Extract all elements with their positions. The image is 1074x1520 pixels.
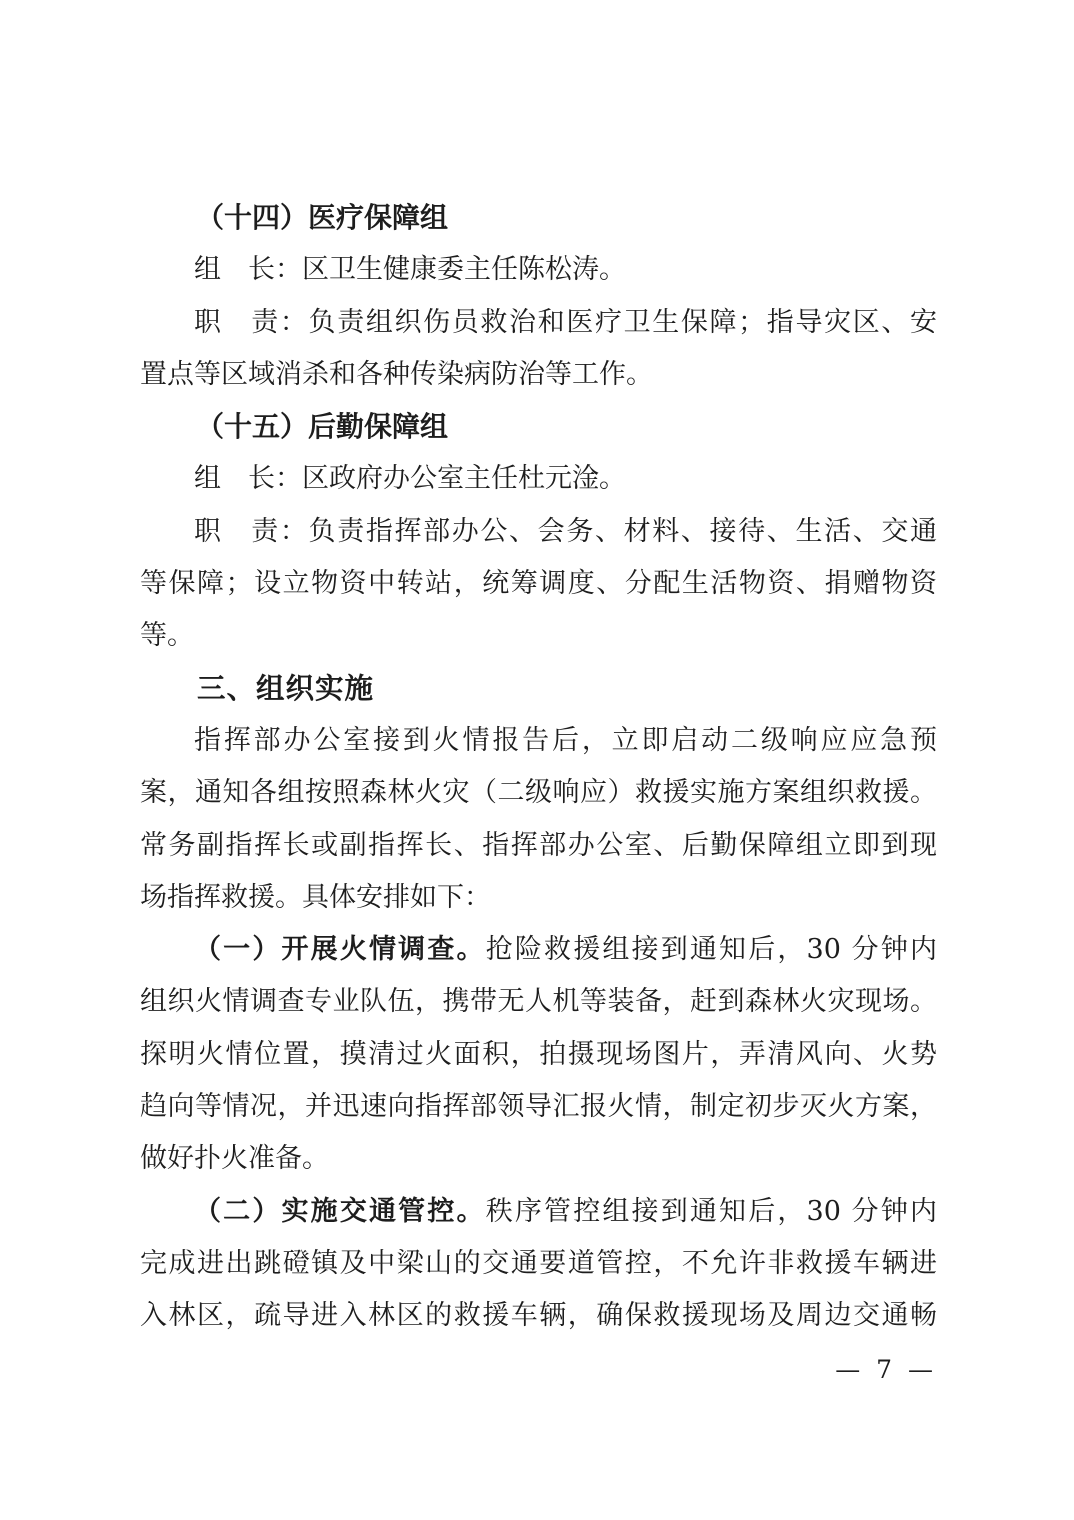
paragraph-line <box>140 1029 937 1081</box>
text-segment: 趋向等情况，并迅速向指挥部领导汇报火情，制定初步灭火方案， <box>140 1091 937 1123</box>
paragraph-line <box>140 244 937 296</box>
text-segment: 抢险救援组接到通知后，30 分钟内 <box>485 934 937 966</box>
heading-group-14 <box>140 192 937 244</box>
paragraph-line <box>140 820 937 872</box>
text-segment: 探明火情位置，摸清过火面积，拍摄现场图片，弄清风向、火势 <box>140 1038 937 1070</box>
text-segment-bold: （十四）医疗保障组 <box>196 201 449 234</box>
text-segment: 职 责：负责组织伤员救治和医疗卫生保障；指导灾区、安 <box>194 306 937 338</box>
paragraph-line <box>140 872 937 924</box>
text-segment-bold: （一）开展火情调查。 <box>194 934 486 966</box>
paragraph-line <box>140 506 937 558</box>
text-segment-bold: 三、组织实施 <box>197 671 375 705</box>
text-segment: 职 责：负责指挥部办公、会务、材料、接待、生活、交通 <box>194 515 937 547</box>
paragraph-line <box>140 610 937 662</box>
paragraph-line <box>140 558 937 610</box>
text-segment: 置点等区域消杀和各种传染病防治等工作。 <box>140 358 653 390</box>
text-segment: 等。 <box>140 620 194 652</box>
paragraph-line <box>140 1238 937 1290</box>
paragraph-line <box>140 297 937 349</box>
paragraph-line-item-1 <box>140 924 937 976</box>
paragraph-line-item-2 <box>140 1186 937 1238</box>
text-segment: 组织火情调查专业队伍，携带无人机等装备，赶到森林火灾现场。 <box>140 986 937 1018</box>
text-segment: 入林区，疏导进入林区的救援车辆，确保救援现场及周边交通畅 <box>140 1300 937 1332</box>
text-segment-bold: （二）实施交通管控。 <box>194 1195 486 1227</box>
heading-section-3 <box>140 663 937 715</box>
paragraph-line <box>140 453 937 505</box>
paragraph-line <box>140 1081 937 1133</box>
text-segment: 指挥部办公室接到火情报告后，立即启动二级响应应急预 <box>194 724 937 756</box>
text-segment: 组 长：区卫生健康委主任陈松涛。 <box>194 254 626 286</box>
text-segment: 完成进出跳磴镇及中梁山的交通要道管控，不允许非救援车辆进 <box>140 1247 937 1279</box>
paragraph-line <box>140 767 937 819</box>
text-segment: 组 长：区政府办公室主任杜元淦。 <box>194 463 626 495</box>
paragraph-line <box>140 1133 937 1185</box>
text-segment: 等保障；设立物资中转站，统筹调度、分配生活物资、捐赠物资 <box>140 568 937 600</box>
paragraph-line <box>140 715 937 767</box>
paragraph-line <box>140 976 937 1028</box>
text-segment: 常务副指挥长或副指挥长、指挥部办公室、后勤保障组立即到现 <box>140 829 937 861</box>
text-segment: 案，通知各组按照森林火灾（二级响应）救援实施方案组织救援。 <box>140 777 937 809</box>
text-segment: 做好扑火准备。 <box>140 1143 329 1175</box>
text-segment: 秩序管控组接到通知后，30 分钟内 <box>485 1195 937 1227</box>
heading-group-15 <box>140 401 937 453</box>
paragraph-line <box>140 349 937 401</box>
text-segment: 场指挥救援。具体安排如下： <box>140 881 491 913</box>
paragraph-line <box>140 1290 937 1342</box>
text-segment-bold: （十五）后勤保障组 <box>196 410 449 444</box>
document-text-block <box>140 192 937 1343</box>
page-number: — 7 — <box>835 1355 937 1384</box>
